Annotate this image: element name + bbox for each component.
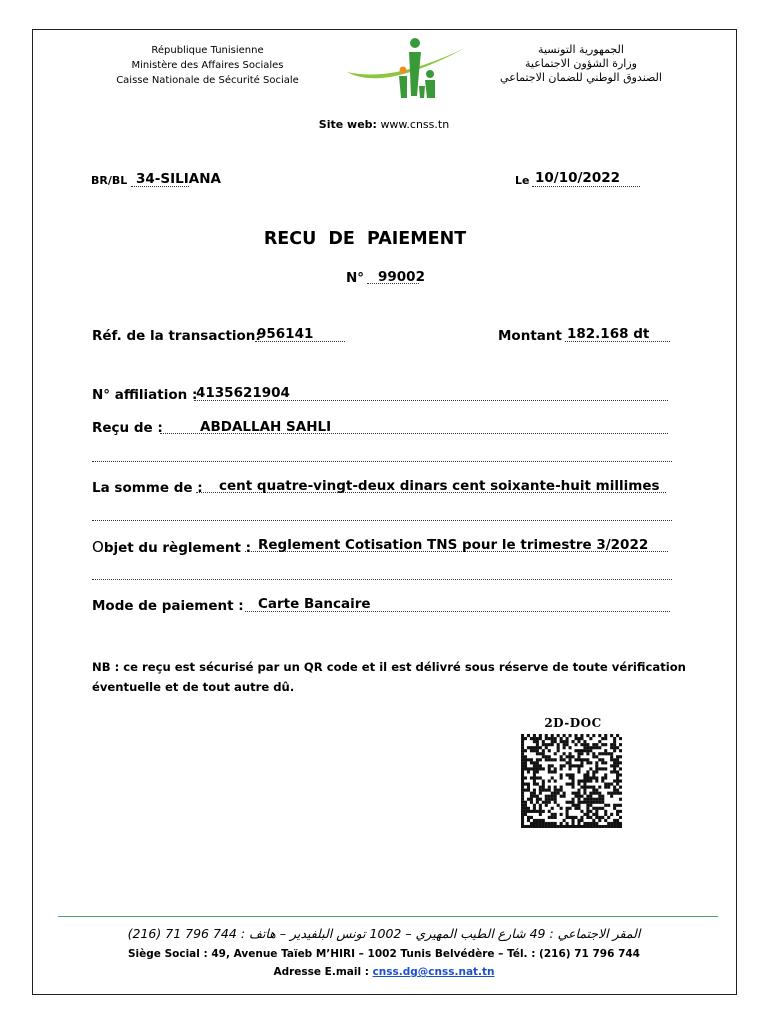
branch-label: BR/BL (91, 174, 128, 187)
date-label: Le (515, 174, 530, 187)
transaction-label: Réf. de la transaction: (92, 328, 261, 344)
affiliation-label: N° affiliation : (92, 387, 198, 403)
header-left-line-1: République Tunisienne (151, 45, 264, 56)
header-left-line-3: Caisse Nationale de Sécurité Sociale (116, 75, 299, 86)
cnss-logo (343, 36, 468, 104)
object-dots-2 (92, 579, 672, 580)
amount-label: Montant (498, 328, 562, 344)
date-dots (532, 186, 640, 187)
qr-title: 2D-DOC (544, 716, 602, 730)
payment-mode-label: Mode de paiement : (92, 598, 244, 614)
object-label (92, 538, 251, 556)
number-value: 99002 (378, 269, 425, 285)
header-right (476, 43, 686, 85)
header-right-line-2: وزارة الشؤون الاجتماعية (525, 57, 637, 70)
header-left-line-2: Ministère des Affaires Sociales (131, 60, 284, 71)
date-value: 10/10/2022 (535, 170, 621, 186)
header-left (100, 43, 315, 88)
affiliation-value: 4135621904 (196, 385, 290, 401)
header-right-line-1: الجمهورية التونسية (538, 43, 624, 56)
sum-label: La somme de : (92, 480, 203, 496)
website-value: www.cnss.tn (380, 118, 450, 131)
footer-email-link[interactable]: cnss.dg@cnss.nat.tn (372, 966, 495, 978)
website (0, 118, 768, 131)
number-label: N° (346, 270, 365, 286)
object-label-initial: O (92, 538, 104, 556)
qr-code-image (521, 734, 622, 828)
object-label-rest: bjet du règlement : (103, 540, 252, 556)
sum-value: cent quatre-vingt-deux dinars cent soixante-huit millimes (219, 478, 660, 494)
sum-dots-2 (92, 520, 672, 521)
footer-arabic-address: المقر الاجتماعي : 49 شارع الطيب المهيري – 1002 تونس البلفيدير – هاتف : 744 796 71 (216) (127, 926, 641, 941)
receipt-title: RECU DE PAIEMENT (263, 229, 467, 249)
received-from-value: ABDALLAH SAHLI (200, 419, 332, 435)
footer-address: Siège Social : 49, Avenue Taïeb M’HIRI – 1002 Tunis Belvédère – Tél. : (216) 71 796 744 (128, 948, 640, 960)
footer-email-label: Adresse E.mail : (273, 966, 369, 978)
security-note: NB : ce reçu est sécurisé par un QR code et il est délivré sous réserve de toute vérification éventuelle et de tout autre dû. (92, 660, 686, 694)
website-label: Site web: (318, 118, 377, 131)
footer-divider (58, 916, 718, 917)
received-from-dots-2 (92, 461, 672, 462)
header-right-line-3: الصندوق الوطني للضمان الاجتماعي (500, 71, 662, 84)
payment-mode-value: Carte Bancaire (258, 596, 371, 612)
received-from-label: Reçu de : (92, 420, 163, 436)
footer-email-line (0, 966, 768, 978)
branch-value: 34-SILIANA (136, 171, 221, 187)
object-value: Reglement Cotisation TNS pour le trimestre 3/2022 (258, 537, 649, 553)
transaction-value: 956141 (257, 326, 314, 342)
amount-value: 182.168 dt (567, 326, 650, 342)
